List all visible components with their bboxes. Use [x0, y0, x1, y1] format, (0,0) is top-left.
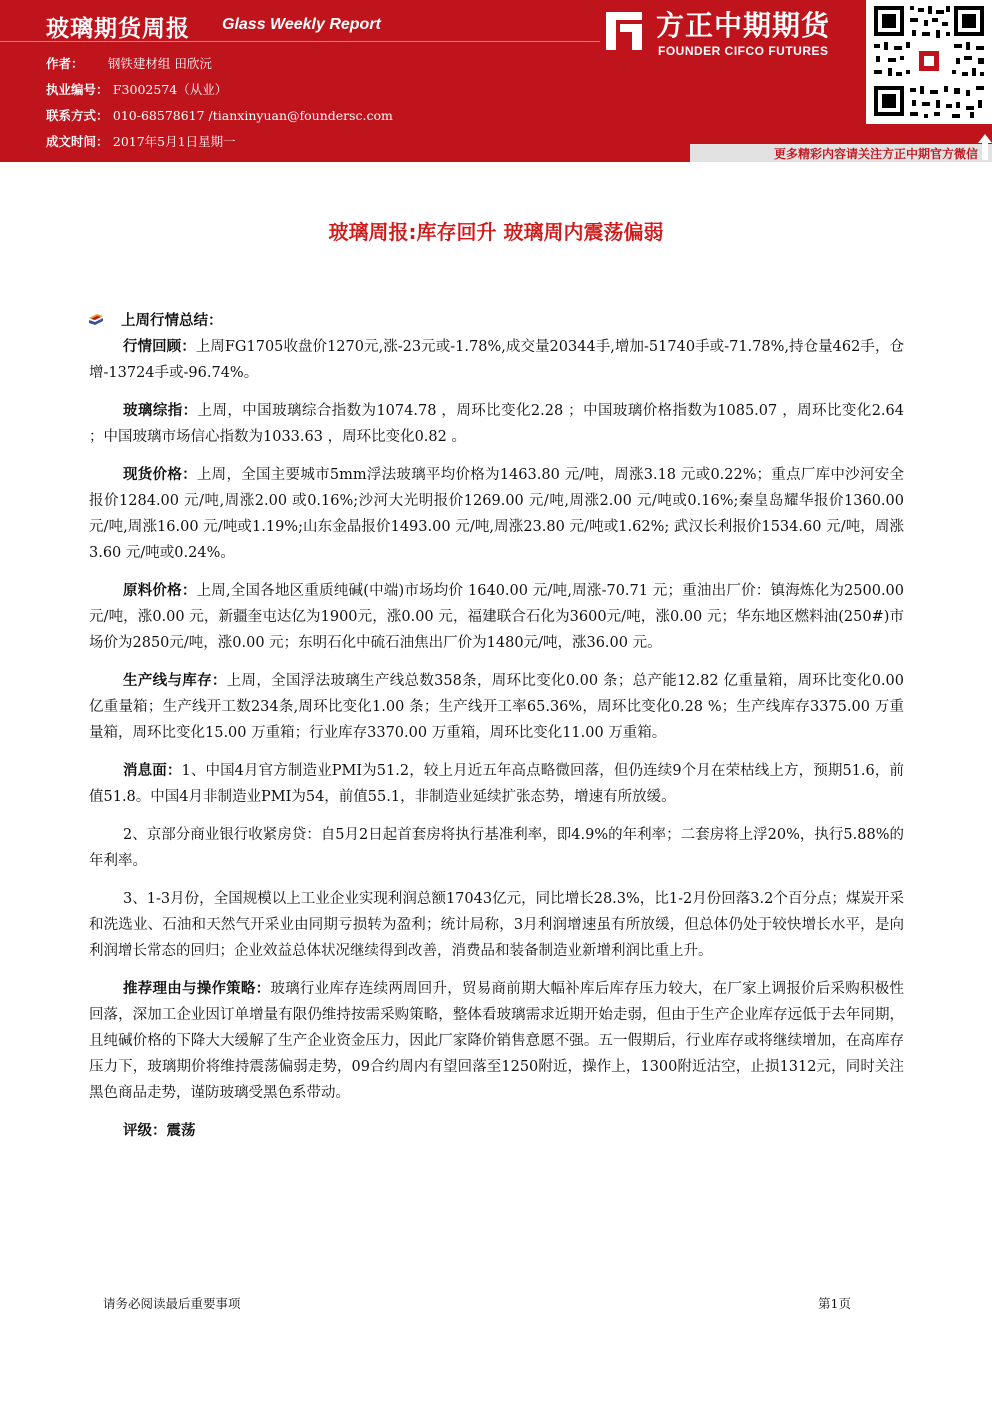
- paragraph-production-inventory: [89, 668, 904, 746]
- paragraph-spot-price: [89, 462, 904, 566]
- report-body: [89, 308, 904, 1144]
- paragraph-text: 3、1-3月份，全国规模以上工业企业实现利润总额17043亿元，同比增长28.3%，比1-2月份回落3.2个百分点；煤炭开采和洗选业、石油和天然气开采业由同期亏损转为盈利；统计局称，3月利润增速虽有所放缓，但总体仍处于较快增长水平，是向利润增长常态的回归；企业效益总体状况继续得到改善，消费品和装备制造业新增利润比重上升。: [89, 891, 904, 959]
- founder-logo-icon: [604, 10, 644, 52]
- paragraph-text: 上周，全国浮法玻璃生产线总数358条，周环比变化0.00 条；总产能12.82 亿重量箱，周环比变化0.00 亿重量箱；生产线开工数234条,周环比变化1.00 条；生产线开工率65.36%，周环比变化0.28 %；生产线库存3375.00 万重量箱，周环比变化15.00 万重箱；行业库存3370.00 万重箱，周环比变化11.00 万重箱。: [89, 673, 904, 741]
- paragraph-text: 上周，全国主要城市5mm浮法玻璃平均价格为1463.80 元/吨，周涨3.18 元或0.22%；重点厂库中沙河安全报价1284.00 元/吨,周涨2.00 或0.16%;沙河大光明报价1269.00 元/吨,周涨2.00 元/吨或0.16%;秦皇岛耀华报价1360.00 元/吨,周涨16.00 元/吨或1.19%;山东金晶报价1493.00 元/吨,周涨23.80 元/吨或1.62%; 武汉长利报价1534.60 元/吨，周涨3.60 元/吨或0.24%。: [89, 467, 905, 561]
- meta-label: 联系方式：: [46, 108, 109, 123]
- report-series-title-en: Glass Weekly Report: [222, 16, 381, 33]
- document-title: 玻璃周报:库存回升 玻璃周内震荡偏弱: [328, 220, 664, 244]
- paragraph-strategy: [89, 976, 904, 1106]
- paragraph-lead: 现货价格：: [123, 467, 197, 483]
- logo-name-en: FOUNDER CIFCO FUTURES: [658, 44, 829, 58]
- paragraph-market-review: [89, 334, 904, 386]
- footer-notice: 请务必阅读最后重要事项: [103, 1296, 241, 1311]
- paragraph-lead: 原料价格：: [123, 583, 197, 599]
- meta-license: [46, 80, 227, 98]
- report-series-title: 玻璃期货周报: [46, 16, 190, 42]
- meta-value: 钢铁建材组 田欣沅: [107, 56, 212, 71]
- meta-contact: [46, 106, 393, 124]
- section-heading-text: 上周行情总结：: [121, 313, 223, 329]
- paragraph-lead: 行情回顾：: [123, 339, 196, 355]
- paragraph-lead: 玻璃综指：: [123, 403, 198, 419]
- paragraph-text: 上周,全国各地区重质纯碱(中端)市场均价 1640.00 元/吨,周涨-70.71 元；重油出厂价：镇海炼化为2500.00 元/吨，涨0.00 元，新疆奎屯达亿为1900元，涨0.00 元，福建联合石化为3600元/吨，涨0.00 元；华东地区燃料油(250#)市场价为2850元/吨，涨0.00 元；东明石化中硫石油焦出厂价为1480元/吨，涨36.00 元。: [89, 583, 905, 651]
- follow-text: 更多精彩内容请关注方正中期官方微信: [773, 147, 978, 161]
- paragraph-text: 2、京部分商业银行收紧房贷：自5月2日起首套房将执行基准利率，即4.9%的年利率；二套房将上浮20%，执行5.88%的年利率。: [89, 827, 904, 869]
- bullet-icon: [89, 314, 103, 326]
- rating: 评级：震荡: [123, 1123, 196, 1139]
- meta-value: 2017年5月1日星期一: [112, 134, 236, 149]
- paragraph-news-1: [89, 758, 904, 810]
- meta-value: 010-68578617 /tianxinyuan@foundersc.com: [112, 108, 393, 123]
- paragraph-text: 上周FG1705收盘价1270元,涨-23元或-1.78%,成交量20344手,增加-51740手或-71.78%,持仓量462手，仓增-13724手或-96.74%。: [89, 339, 905, 381]
- paragraph-news-3: [89, 886, 904, 964]
- follow-banner: [690, 144, 992, 162]
- meta-label: 作者：: [46, 56, 84, 71]
- paragraph-raw-material: [89, 578, 904, 656]
- paragraph-text: 玻璃行业库存连续两周回升，贸易商前期大幅补库后库存压力较大，在厂家上调报价后采购积极性回落，深加工企业因订单增量有限仍维持按需采购策略，整体看玻璃需求近期开始走弱，但由于生产企业库存远低于去年同期，且纯碱价格的下降大大缓解了生产企业资金压力，因此厂家降价销售意愿不强。五一假期后，行业库存或将继续增加，在高库存压力下，玻璃期价将维持震荡偏弱走势，09合约周内有望回落至1250附近，操作上，1300附近沽空，止损1312元，同时关注黑色商品走势，谨防玻璃受黑色系带动。: [89, 981, 904, 1101]
- paragraph-glass-index: [89, 398, 904, 450]
- meta-label: 成文时间：: [46, 134, 109, 149]
- paragraph-lead: 生产线与库存：: [123, 673, 227, 689]
- report-header: [0, 0, 992, 162]
- company-logo: [596, 0, 866, 80]
- meta-value: F3002574（从业）: [112, 82, 228, 97]
- paragraph-lead: 推荐理由与操作策略：: [123, 981, 271, 997]
- up-arrow-icon: [978, 134, 992, 160]
- paragraph-news-2: [89, 822, 904, 874]
- section-heading: [89, 308, 904, 334]
- paragraph-text: 上周，中国玻璃综合指数为1074.78 ，周环比变化2.28 ；中国玻璃价格指数为1085.07 ，周环比变化2.64 ；中国玻璃市场信心指数为1033.63 ，周环比变化0.82 。: [89, 403, 904, 445]
- meta-label: 执业编号：: [46, 82, 109, 97]
- qr-code-icon: [866, 0, 992, 124]
- logo-name-cn: 方正中期期货: [656, 9, 831, 42]
- meta-author: [46, 54, 212, 72]
- meta-date: [46, 132, 236, 150]
- page-number: 第1页: [818, 1296, 851, 1311]
- paragraph-lead: 消息面：: [123, 763, 182, 779]
- paragraph-text: 1、中国4月官方制造业PMI为51.2，较上月近五年高点略微回落，但仍连续9个月在荣枯线上方，预期51.6，前值51.8。中国4月非制造业PMI为54，前值55.1，非制造业延续扩张态势，增速有所放缓。: [89, 763, 905, 805]
